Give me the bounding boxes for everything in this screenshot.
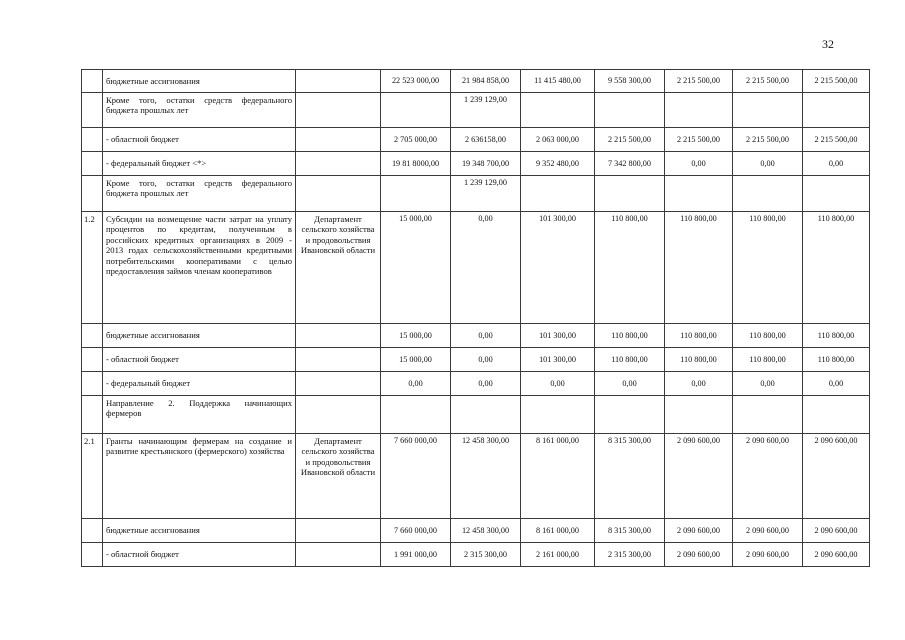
value-cell: 7 660 000,00 bbox=[381, 519, 451, 543]
value-cell bbox=[803, 176, 870, 212]
value-cell: 8 161 000,00 bbox=[521, 434, 595, 519]
table-row-heading bbox=[82, 396, 870, 434]
table-row bbox=[82, 324, 870, 348]
value-cell: 2 215 500,00 bbox=[733, 128, 803, 152]
value-cell bbox=[803, 396, 870, 434]
value-cell: 110 800,00 bbox=[803, 348, 870, 372]
row-number-cell bbox=[82, 70, 103, 93]
value-cell bbox=[451, 396, 521, 434]
value-cell: 2 215 500,00 bbox=[733, 70, 803, 93]
value-cell: 2 215 500,00 bbox=[665, 128, 733, 152]
value-cell bbox=[521, 93, 595, 128]
value-cell bbox=[665, 176, 733, 212]
description-cell: Гранты начинающим фермерам на создание и развитие крестьянского (фермерского) хозяйства bbox=[103, 434, 296, 519]
value-cell: 101 300,00 bbox=[521, 324, 595, 348]
value-cell: 2 090 600,00 bbox=[803, 543, 870, 567]
table-row bbox=[82, 372, 870, 396]
executor-cell bbox=[296, 543, 381, 567]
value-cell: 2 315 300,00 bbox=[595, 543, 665, 567]
value-cell: 2 215 500,00 bbox=[595, 128, 665, 152]
value-cell: 110 800,00 bbox=[803, 212, 870, 324]
value-cell: 110 800,00 bbox=[803, 324, 870, 348]
value-cell: 0,00 bbox=[803, 372, 870, 396]
value-cell: 2 090 600,00 bbox=[665, 543, 733, 567]
value-cell: 9 558 300,00 bbox=[595, 70, 665, 93]
value-cell: 101 300,00 bbox=[521, 348, 595, 372]
value-cell: 2 315 300,00 bbox=[451, 543, 521, 567]
executor-cell: Департамент сельского хозяйства и продовольствия Ивановской области bbox=[296, 212, 381, 324]
row-number-cell bbox=[82, 93, 103, 128]
value-cell bbox=[665, 396, 733, 434]
value-cell: 12 458 300,00 bbox=[451, 519, 521, 543]
table-row bbox=[82, 70, 870, 93]
value-cell: 0,00 bbox=[733, 372, 803, 396]
executor-cell bbox=[296, 176, 381, 212]
row-number-cell bbox=[82, 176, 103, 212]
value-cell: 2 705 000,00 bbox=[381, 128, 451, 152]
row-number-cell bbox=[82, 396, 103, 434]
value-cell: 0,00 bbox=[451, 324, 521, 348]
row-number-cell: 1.2 bbox=[82, 212, 103, 324]
value-cell: 0,00 bbox=[451, 372, 521, 396]
row-number-cell bbox=[82, 152, 103, 176]
value-cell bbox=[381, 396, 451, 434]
executor-cell bbox=[296, 372, 381, 396]
value-cell: 7 342 800,00 bbox=[595, 152, 665, 176]
row-number-cell bbox=[82, 543, 103, 567]
description-cell: Направление 2. Поддержка начинающих фермеров bbox=[103, 396, 296, 434]
table-row bbox=[82, 519, 870, 543]
value-cell: 2 090 600,00 bbox=[733, 543, 803, 567]
description-cell: Кроме того, остатки средств федерального бюджета прошлых лет bbox=[103, 176, 296, 212]
value-cell: 2 215 500,00 bbox=[803, 70, 870, 93]
value-cell bbox=[733, 93, 803, 128]
value-cell bbox=[595, 396, 665, 434]
value-cell: 2 090 600,00 bbox=[803, 434, 870, 519]
value-cell bbox=[595, 176, 665, 212]
table-row bbox=[82, 128, 870, 152]
value-cell: 8 161 000,00 bbox=[521, 519, 595, 543]
description-cell: Субсидии на возмещение части затрат на уплату процентов по кредитам, полученным в российских кредитных организациях в 2009 - 2013 годах сельскохозяйственными кредитными потребительскими кооперативами с целью предоставления займов членам кооперативов bbox=[103, 212, 296, 324]
value-cell: 110 800,00 bbox=[665, 324, 733, 348]
executor-cell bbox=[296, 128, 381, 152]
value-cell bbox=[665, 93, 733, 128]
value-cell: 2 215 500,00 bbox=[665, 70, 733, 93]
value-cell: 8 315 300,00 bbox=[595, 519, 665, 543]
value-cell: 15 000,00 bbox=[381, 212, 451, 324]
value-cell: 12 458 300,00 bbox=[451, 434, 521, 519]
row-number-cell: 2.1 bbox=[82, 434, 103, 519]
value-cell: 110 800,00 bbox=[595, 348, 665, 372]
row-number-cell bbox=[82, 324, 103, 348]
table-row bbox=[82, 176, 870, 212]
value-cell: 19 81 8000,00 bbox=[381, 152, 451, 176]
table-row bbox=[82, 543, 870, 567]
value-cell: 9 352 480,00 bbox=[521, 152, 595, 176]
description-cell: - областной бюджет bbox=[103, 543, 296, 567]
value-cell bbox=[381, 176, 451, 212]
value-cell: 2 090 600,00 bbox=[665, 434, 733, 519]
executor-cell bbox=[296, 396, 381, 434]
value-cell: 2 090 600,00 bbox=[733, 434, 803, 519]
table-row-item bbox=[82, 434, 870, 519]
value-cell bbox=[521, 176, 595, 212]
value-cell: 0,00 bbox=[733, 152, 803, 176]
table-row bbox=[82, 93, 870, 128]
value-cell: 110 800,00 bbox=[733, 348, 803, 372]
value-cell: 1 991 000,00 bbox=[381, 543, 451, 567]
page-number: 32 bbox=[822, 37, 834, 51]
value-cell: 7 660 000,00 bbox=[381, 434, 451, 519]
value-cell: 0,00 bbox=[521, 372, 595, 396]
executor-cell bbox=[296, 70, 381, 93]
row-number-cell bbox=[82, 372, 103, 396]
value-cell: 2 215 500,00 bbox=[803, 128, 870, 152]
row-number-cell bbox=[82, 519, 103, 543]
description-cell: Кроме того, остатки средств федерального бюджета прошлых лет bbox=[103, 93, 296, 128]
executor-cell: Департамент сельского хозяйства и продовольствия Ивановской области bbox=[296, 434, 381, 519]
value-cell: 15 000,00 bbox=[381, 348, 451, 372]
value-cell: 22 523 000,00 bbox=[381, 70, 451, 93]
value-cell: 2 636158,00 bbox=[451, 128, 521, 152]
value-cell: 110 800,00 bbox=[733, 324, 803, 348]
description-cell: - областной бюджет bbox=[103, 348, 296, 372]
table-row bbox=[82, 348, 870, 372]
description-cell: бюджетные ассигнования bbox=[103, 519, 296, 543]
value-cell: 2 090 600,00 bbox=[803, 519, 870, 543]
description-cell: - областной бюджет bbox=[103, 128, 296, 152]
value-cell bbox=[521, 396, 595, 434]
value-cell: 2 063 000,00 bbox=[521, 128, 595, 152]
value-cell: 2 161 000,00 bbox=[521, 543, 595, 567]
value-cell: 1 239 129,00 bbox=[451, 93, 521, 128]
value-cell: 11 415 480,00 bbox=[521, 70, 595, 93]
row-number-cell bbox=[82, 348, 103, 372]
description-cell: - федеральный бюджет <*> bbox=[103, 152, 296, 176]
description-cell: бюджетные ассигнования bbox=[103, 70, 296, 93]
value-cell: 110 800,00 bbox=[733, 212, 803, 324]
value-cell: 110 800,00 bbox=[665, 348, 733, 372]
value-cell: 0,00 bbox=[803, 152, 870, 176]
value-cell: 110 800,00 bbox=[595, 212, 665, 324]
value-cell: 110 800,00 bbox=[665, 212, 733, 324]
description-cell: бюджетные ассигнования bbox=[103, 324, 296, 348]
value-cell: 15 000,00 bbox=[381, 324, 451, 348]
value-cell: 0,00 bbox=[665, 372, 733, 396]
value-cell: 110 800,00 bbox=[595, 324, 665, 348]
value-cell bbox=[733, 396, 803, 434]
executor-cell bbox=[296, 519, 381, 543]
executor-cell bbox=[296, 93, 381, 128]
budget-table bbox=[81, 69, 870, 567]
executor-cell bbox=[296, 348, 381, 372]
table-row bbox=[82, 152, 870, 176]
value-cell: 19 348 700,00 bbox=[451, 152, 521, 176]
executor-cell bbox=[296, 324, 381, 348]
value-cell: 2 090 600,00 bbox=[733, 519, 803, 543]
value-cell: 21 984 858,00 bbox=[451, 70, 521, 93]
row-number-cell bbox=[82, 128, 103, 152]
value-cell bbox=[733, 176, 803, 212]
executor-cell bbox=[296, 152, 381, 176]
value-cell: 0,00 bbox=[381, 372, 451, 396]
value-cell bbox=[803, 93, 870, 128]
value-cell: 0,00 bbox=[451, 348, 521, 372]
value-cell bbox=[381, 93, 451, 128]
value-cell: 101 300,00 bbox=[521, 212, 595, 324]
value-cell: 8 315 300,00 bbox=[595, 434, 665, 519]
value-cell: 0,00 bbox=[451, 212, 521, 324]
table-row-item bbox=[82, 212, 870, 324]
value-cell: 2 090 600,00 bbox=[665, 519, 733, 543]
value-cell: 1 239 129,00 bbox=[451, 176, 521, 212]
value-cell: 0,00 bbox=[595, 372, 665, 396]
value-cell: 0,00 bbox=[665, 152, 733, 176]
description-cell: - федеральный бюджет bbox=[103, 372, 296, 396]
value-cell bbox=[595, 93, 665, 128]
